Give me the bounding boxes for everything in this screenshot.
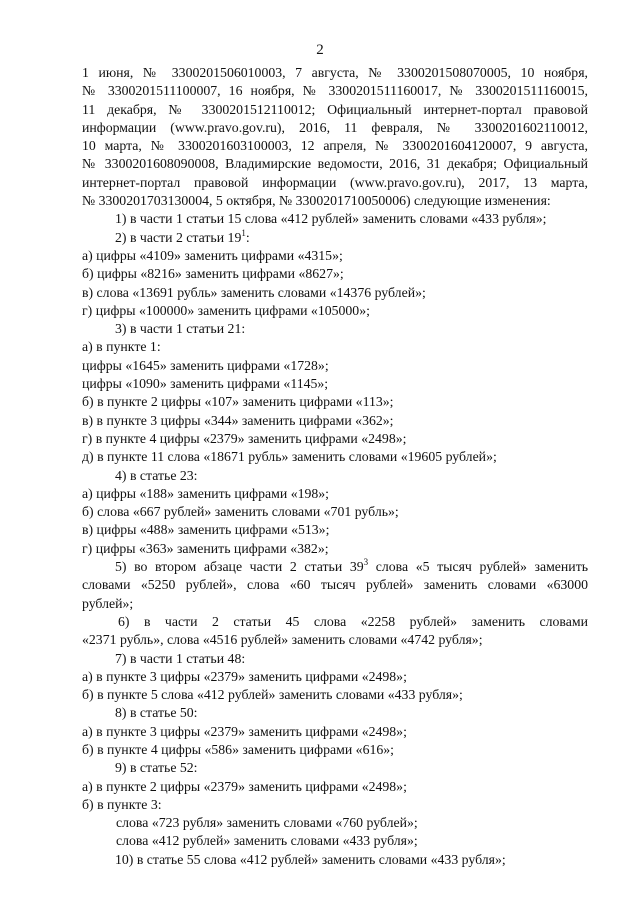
item-5-line — [82, 558, 588, 576]
document-body — [82, 64, 588, 869]
item-2-colon: : — [245, 229, 250, 245]
amendment-item-7: 7) в части 1 статьи 48: — [115, 650, 246, 666]
amendment-item-2 — [82, 229, 588, 247]
intro-line: № 3300201608090008, Владимирские ведомости, 2016, 31 декабря; Официальный — [82, 156, 588, 172]
subitem-4a: а) цифры «188» заменить цифрами «198»; — [82, 485, 330, 501]
item-6-line: «2371 рубль», слова «4516 рублей» заменить словами «4742 рубля»; — [82, 632, 483, 648]
intro-line: № 3300201511100007, 16 ноября, № 3300201511160017, № 3300201511160015, — [82, 83, 588, 99]
intro-line: интернет-портал правовой информации (www.pravo.gov.ru), 2017, 13 марта, — [82, 174, 588, 190]
amendment-item-6 — [82, 613, 588, 650]
amendment-item-1: 1) в части 1 статьи 15 слова «412 рублей» заменить словами «433 рубля»; — [115, 211, 547, 227]
subitem-9b-line-2: слова «412 рублей» заменить словами «433 рубля»; — [116, 833, 418, 849]
intro-line: 10 марта, № 3300201603100003, 12 апреля, № 3300201604120007, 9 августа, — [82, 138, 588, 154]
amendment-item-9: 9) в статье 52: — [115, 760, 198, 776]
subitem-2a: а) цифры «4109» заменить цифрами «4315»; — [82, 247, 343, 263]
item-6-line: 6) в части 2 статьи 45 слова «2258 рублей» заменить словами — [118, 613, 588, 629]
subitem-8a: а) в пункте 3 цифры «2379» заменить цифрами «2498»; — [82, 723, 407, 739]
subitem-4d: г) цифры «363» заменить цифрами «382»; — [82, 540, 329, 556]
amendment-item-10: 10) в статье 55 слова «412 рублей» заменить словами «433 рубля»; — [115, 851, 506, 867]
subitem-9a: а) в пункте 2 цифры «2379» заменить цифрами «2498»; — [82, 778, 407, 794]
subitem-3d: г) в пункте 4 цифры «2379» заменить цифрами «2498»; — [82, 430, 407, 446]
amendment-item-4: 4) в статье 23: — [115, 467, 198, 483]
amendment-item-3: 3) в части 1 статьи 21: — [115, 321, 246, 337]
page-number: 2 — [316, 42, 324, 58]
subitem-3a: а) в пункте 1: — [82, 339, 161, 355]
subitem-7a: а) в пункте 3 цифры «2379» заменить цифрами «2498»; — [82, 668, 407, 684]
item-2-superscript: 1 — [241, 227, 246, 238]
item-5-text-tail: слова «5 тысяч рублей» заменить — [368, 559, 589, 575]
intro-line: 11 декабря, № 3300201512110012; Официальный интернет-портал правовой — [82, 101, 588, 117]
subitem-2d: г) цифры «100000» заменить цифрами «105000»; — [82, 302, 370, 318]
item-5-text: 5) во втором абзаце части 2 статьи 39 — [115, 559, 364, 575]
item-5-line: словами «5250 рублей», слова «60 тысяч рублей» заменить словами «63000 — [82, 577, 588, 593]
intro-paragraph — [82, 64, 588, 210]
subitem-9b: б) в пункте 3: — [82, 796, 162, 812]
item-5-line: рублей»; — [82, 595, 134, 611]
intro-line: информации (www.pravo.gov.ru), 2016, 11 февраля, № 3300201602110012, — [82, 119, 588, 135]
subitem-3b: б) в пункте 2 цифры «107» заменить цифрами «113»; — [82, 394, 394, 410]
subitem-9b-line-1: слова «723 рубля» заменить словами «760 рублей»; — [116, 815, 418, 831]
subitem-3a-line-1: цифры «1645» заменить цифрами «1728»; — [82, 357, 329, 373]
subitem-3c: в) в пункте 3 цифры «344» заменить цифрами «362»; — [82, 412, 394, 428]
item-2-text: 2) в части 2 статьи 19 — [115, 229, 242, 245]
subitem-2c: в) слова «13691 рубль» заменить словами «14376 рублей»; — [82, 284, 426, 300]
subitem-4c: в) цифры «488» заменить цифрами «513»; — [82, 522, 330, 538]
item-5-superscript: 3 — [363, 557, 369, 568]
amendment-item-8: 8) в статье 50: — [115, 705, 198, 721]
intro-line: 1 июня, № 3300201506010003, 7 августа, № 3300201508070005, 10 ноября, — [82, 65, 588, 80]
subitem-3a-line-2: цифры «1090» заменить цифрами «1145»; — [82, 376, 329, 392]
subitem-2b: б) цифры «8216» заменить цифрами «8627»; — [82, 266, 344, 282]
subitem-8b: б) в пункте 4 цифры «586» заменить цифрами «616»; — [82, 741, 395, 757]
intro-line: № 3300201703130004, 5 октября, № 3300201710050006) следующие изменения: — [82, 193, 551, 209]
subitem-7b: б) в пункте 5 слова «412 рублей» заменить словами «433 рубля»; — [82, 687, 463, 703]
subitem-3e: д) в пункте 11 слова «18671 рубль» заменить словами «19605 рублей»; — [82, 449, 497, 465]
amendment-item-5 — [82, 558, 588, 613]
subitem-4b: б) слова «667 рублей» заменить словами «701 рубль»; — [82, 504, 399, 520]
